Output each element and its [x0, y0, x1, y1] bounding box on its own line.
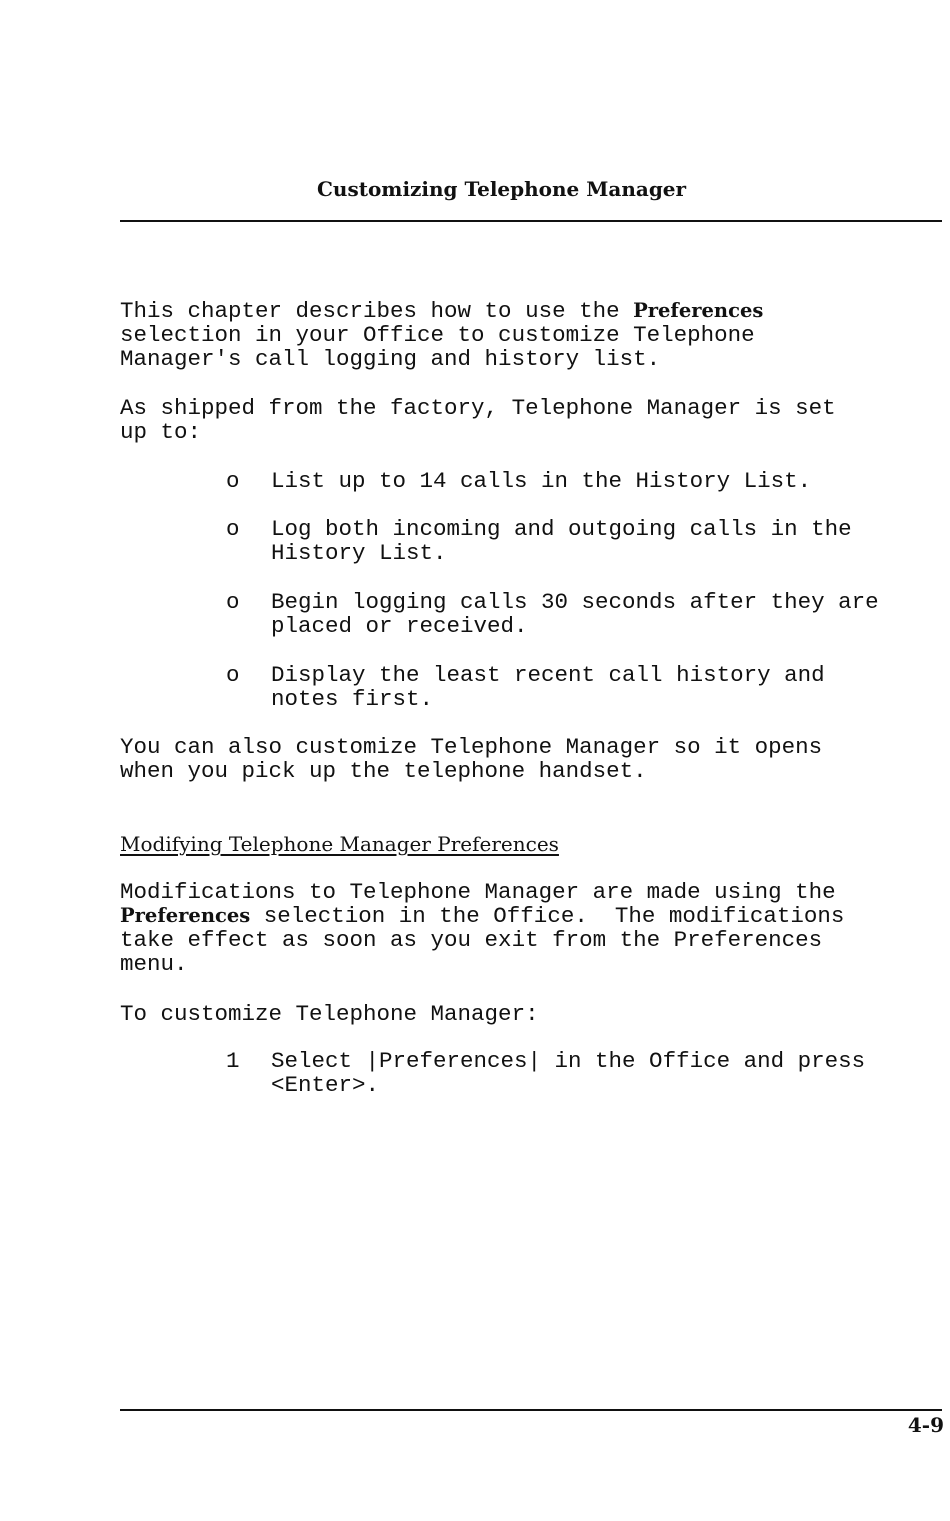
also-line-2: when you pick up the telephone handset. [120, 758, 647, 784]
bullet-marker: o [226, 662, 240, 688]
list-item [271, 469, 811, 493]
intro-line-1: This chapter describes how to use the [120, 298, 634, 324]
bullet-marker: o [226, 468, 240, 494]
list-item-line: Log both incoming and outgoing calls in the [271, 516, 852, 542]
list-item-line: History List. [271, 540, 447, 566]
modifications-line-1: Modifications to Telephone Manager are made using the [120, 879, 836, 905]
modifications-paragraph [120, 880, 844, 976]
shipped-line-1: As shipped from the factory, Telephone Manager is set [120, 395, 836, 421]
step-number: 1 [226, 1048, 240, 1074]
also-paragraph [120, 735, 822, 783]
list-item-line: Display the least recent call history and [271, 662, 825, 688]
list-item [271, 517, 852, 565]
list-item-line: placed or received. [271, 613, 528, 639]
modifications-line-2: selection in the Office. The modifications [250, 903, 845, 929]
list-item-line: Begin logging calls 30 seconds after they are [271, 589, 879, 615]
also-line-1: You can also customize Telephone Manager so it opens [120, 734, 823, 760]
preferences-term: Preferences [633, 299, 764, 322]
page-title: Customizing Telephone Manager [317, 177, 687, 201]
shipped-line-2: up to: [120, 419, 202, 445]
header-rule [120, 220, 942, 222]
intro-line-2: selection in your Office to customize Telephone [120, 322, 755, 348]
intro-paragraph [120, 299, 763, 371]
page-number: 4-9 [907, 1413, 944, 1437]
step-item [271, 1049, 865, 1097]
bullet-marker: o [226, 516, 240, 542]
list-item [271, 663, 825, 711]
bullet-marker: o [226, 589, 240, 615]
modifications-line-3: take effect as soon as you exit from the Preferences [120, 927, 823, 953]
instruction-line: To customize Telephone Manager: [120, 1001, 539, 1027]
step-line: <Enter>. [271, 1072, 380, 1098]
footer-rule [120, 1409, 942, 1411]
section-heading: Modifying Telephone Manager Preferences [120, 832, 559, 856]
preferences-term: Preferences [120, 904, 251, 927]
step-line: Select |Preferences| in the Office and press [271, 1048, 866, 1074]
modifications-line-4: menu. [120, 951, 188, 977]
list-item-line: List up to 14 calls in the History List. [271, 468, 812, 494]
shipped-paragraph [120, 396, 836, 444]
intro-line-3: Manager's call logging and history list. [120, 346, 661, 372]
list-item-line: notes first. [271, 686, 434, 712]
list-item [271, 590, 879, 638]
